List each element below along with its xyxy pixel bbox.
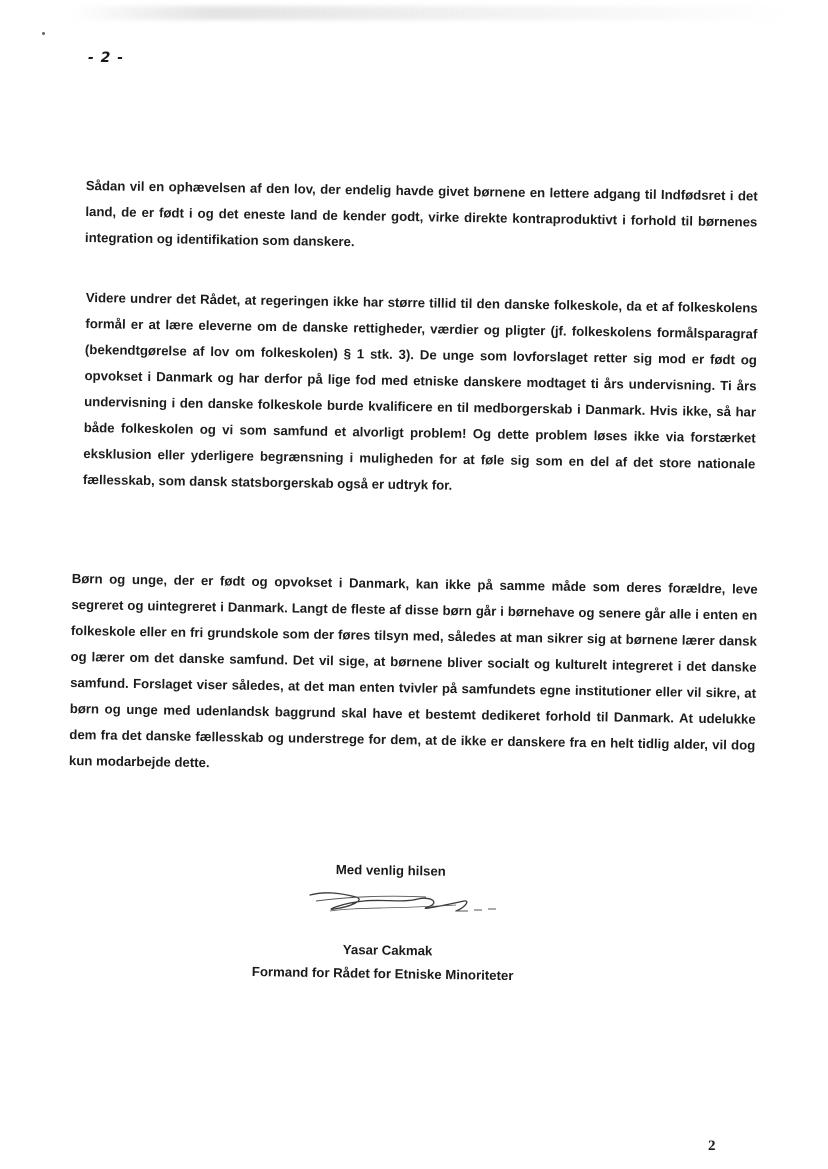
handwritten-signature bbox=[306, 885, 506, 925]
scan-dot bbox=[42, 32, 45, 35]
paragraph-1: Sådan vil en ophævelsen af den lov, der endelig havde givet børnene en lettere adgang til Indfødsret i det land, de er født i og det eneste land de kender godt, virke direkte kontraproduktivt i forhold til børnenes integration og identifikation som danskere. bbox=[84, 178, 758, 250]
signer-name: Yasar Cakmak bbox=[342, 942, 433, 959]
closing-greeting: Med venlig hilsen bbox=[335, 862, 446, 879]
paragraph-2: Videre undrer det Rådet, at regeringen ikke har større tillid til den danske folkeskole, da et af folkeskolens formål er at lære eleverne om de danske rettigheder, værdier og pligter (jf. folkeskolens formålsparagraf (bekendtgørelse af lov om folkeskolen) § 1 stk. 3). De unge som lovforslaget retter sig mod er født og opvokset i Danmark og har derfor på lige fod med etniske danskere modtaget ti års undervisning. Ti års undervisning i den danske folkeskole burde kvalificere en til medborgerskab i Danmark. Hvis ikke, så har både folkeskolen og vi som samfund et alvorligt problem! Og dette problem løses ikke via forstærket eksklusion eller yderligere begrænsning i muligheden for at føle sig som en del af det store nationale fællesskab, som dansk statsborgerskab også er udtryk for. bbox=[82, 290, 758, 493]
scan-artifact bbox=[70, 6, 790, 20]
page-number: 2 bbox=[708, 1138, 716, 1154]
paragraph-3: Børn og unge, der er født og opvokset i Danmark, kan ikke på samme måde som deres forældre, leve segreret og uintegreret i Danmark. Langt de fleste af disse børn går i børnehave og senere går alle i enten en folkeskole eller en fri grundskole som der føres tilsyn med, således at man sikrer sig at børnene lærer dansk og lærer om det danske samfund. Det vil sige, at børnene bliver socialt og kulturelt integreret i det danske samfund. Forslaget viser således, at det man enten tvivler på samfundets egne institutioner eller vil sikre, at børn og unge med udenlandsk baggrund skal have et bestemt dedikeret forhold til Danmark. At udelukke dem fra det danske fællesskab og understrege for dem, at de ikke er danskere fra en helt tidlig alder, vil dog kun modarbejde dette. bbox=[68, 571, 758, 771]
page-marker: - 2 - bbox=[88, 50, 125, 66]
signer-title: Formand for Rådet for Etniske Minoriteter bbox=[251, 964, 514, 984]
